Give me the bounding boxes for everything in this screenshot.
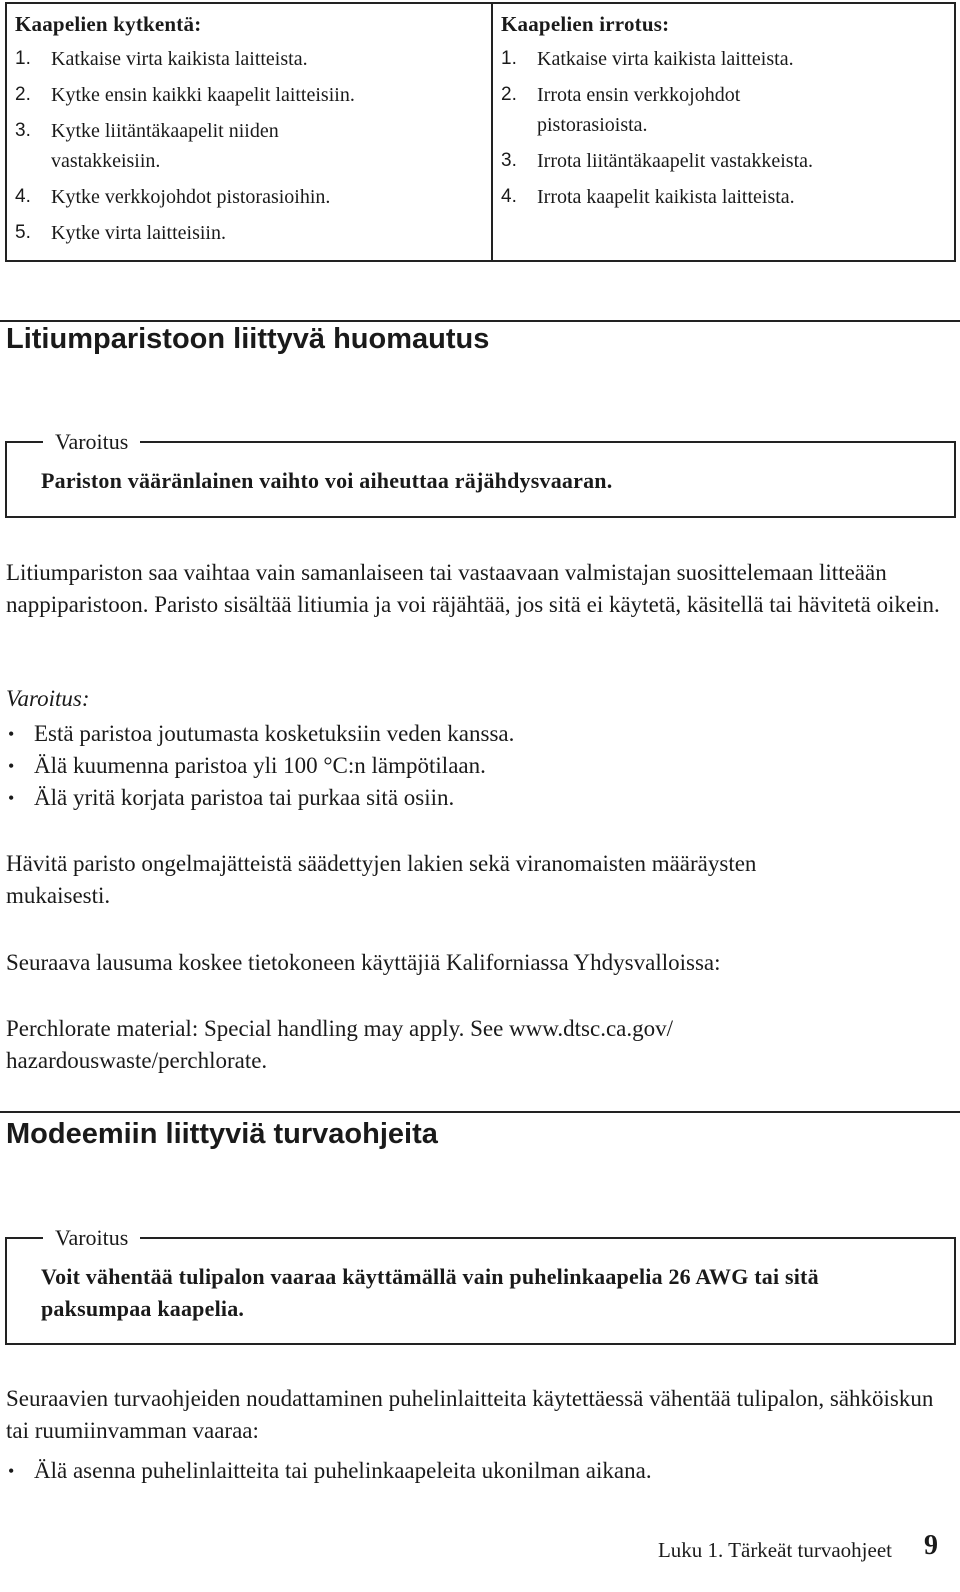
list-item: • Älä kuumenna paristoa yli 100 °C:n lämpötilaan.: [6, 750, 514, 782]
warning-label: Varoitus: [43, 1224, 140, 1252]
cable-disconnect-step: 4. Irrota kaapelit kaikista laitteista.: [501, 186, 795, 208]
cable-connect-column: [7, 4, 493, 260]
lithium-warning-box: [5, 429, 956, 518]
warning-text: Pariston vääränlainen vaihto voi aiheuttaa räjähdysvaaran.: [41, 468, 613, 493]
lithium-section-heading: Litiumparistoon liittyvä huomautus: [6, 323, 490, 355]
cable-disconnect-step: 1. Katkaise virta kaikista laitteista.: [501, 48, 794, 70]
cable-connect-step: 1. Katkaise virta kaikista laitteista.: [15, 48, 308, 70]
modem-paragraph: Seuraavien turvaohjeiden noudattaminen puhelinlaitteita käytettäessä vähentää tulipalon, sähköiskun tai ruumiinvamman vaaraa:: [6, 1386, 934, 1443]
bullet-icon: •: [8, 1461, 15, 1481]
cable-connect-step: 2. Kytke ensin kaikki kaapelit laitteisiin.: [15, 84, 355, 106]
page-number: 9: [924, 1530, 938, 1561]
modem-safety-list: [6, 1455, 652, 1487]
perchlorate-paragraph: Perchlorate material: Special handling may apply. See www.dtsc.ca.gov/ hazardouswaste/perchlorate.: [6, 1016, 673, 1073]
cable-disconnect-step: 2. Irrota ensin verkkojohdot pistorasioista.: [501, 84, 741, 136]
california-paragraph: Seuraava lausuma koskee tietokoneen käyttäjiä Kaliforniassa Yhdysvalloissa:: [6, 950, 721, 975]
modem-section-heading: Modeemiin liittyviä turvaohjeita: [6, 1118, 438, 1150]
section-divider: [0, 320, 960, 322]
bullet-icon: •: [8, 788, 15, 808]
cable-disconnect-title: Kaapelien irrotus:: [501, 12, 670, 36]
cable-connect-step: 5. Kytke virta laitteisiin.: [15, 222, 226, 244]
disposal-paragraph: Hävitä paristo ongelmajätteistä säädettyjen lakien sekä viranomaisten määräysten mukaisesti.: [6, 851, 757, 908]
warning-label: Varoitus: [43, 428, 140, 456]
cable-disconnect-steps: [501, 44, 946, 218]
bullet-icon: •: [8, 756, 15, 776]
lithium-paragraph: Litiumpariston saa vaihtaa vain samanlaiseen tai vastaavaan valmistajan suosittelemaan litteään nappiparistoon. Paristo sisältää litiumia ja voi räjähtää, jos sitä ei käytetä, käsitellä tai hävitetä oikein.: [6, 560, 940, 617]
cable-disconnect-column: [493, 4, 954, 260]
cable-connect-steps: [15, 44, 483, 254]
cable-connect-step: 3. Kytke liitäntäkaapelit niiden vastakkeisiin.: [15, 120, 279, 172]
cable-connect-step: 4. Kytke verkkojohdot pistorasioihin.: [15, 186, 331, 208]
bullet-icon: •: [8, 724, 15, 744]
list-item: • Estä paristoa joutumasta kosketuksiin veden kanssa.: [6, 718, 514, 750]
lithium-caution-list: [6, 718, 514, 814]
warning-text: Voit vähentää tulipalon vaaraa käyttämällä vain puhelinkaapelia 26 AWG tai sitä paksumpaa kaapelia.: [41, 1264, 819, 1321]
caution-label: Varoitus:: [6, 686, 90, 711]
section-divider: [0, 1111, 960, 1113]
list-item: • Älä asenna puhelinlaitteita tai puhelinkaapeleita ukonilman aikana.: [6, 1455, 652, 1487]
cable-instructions-table: [5, 2, 956, 262]
chapter-footer: Luku 1. Tärkeät turvaohjeet: [657, 1538, 892, 1562]
cable-disconnect-step: 3. Irrota liitäntäkaapelit vastakkeista.: [501, 150, 813, 172]
cable-connect-title: Kaapelien kytkentä:: [15, 12, 202, 36]
modem-warning-box: [5, 1225, 956, 1345]
list-item: • Älä yritä korjata paristoa tai purkaa sitä osiin.: [6, 782, 514, 814]
